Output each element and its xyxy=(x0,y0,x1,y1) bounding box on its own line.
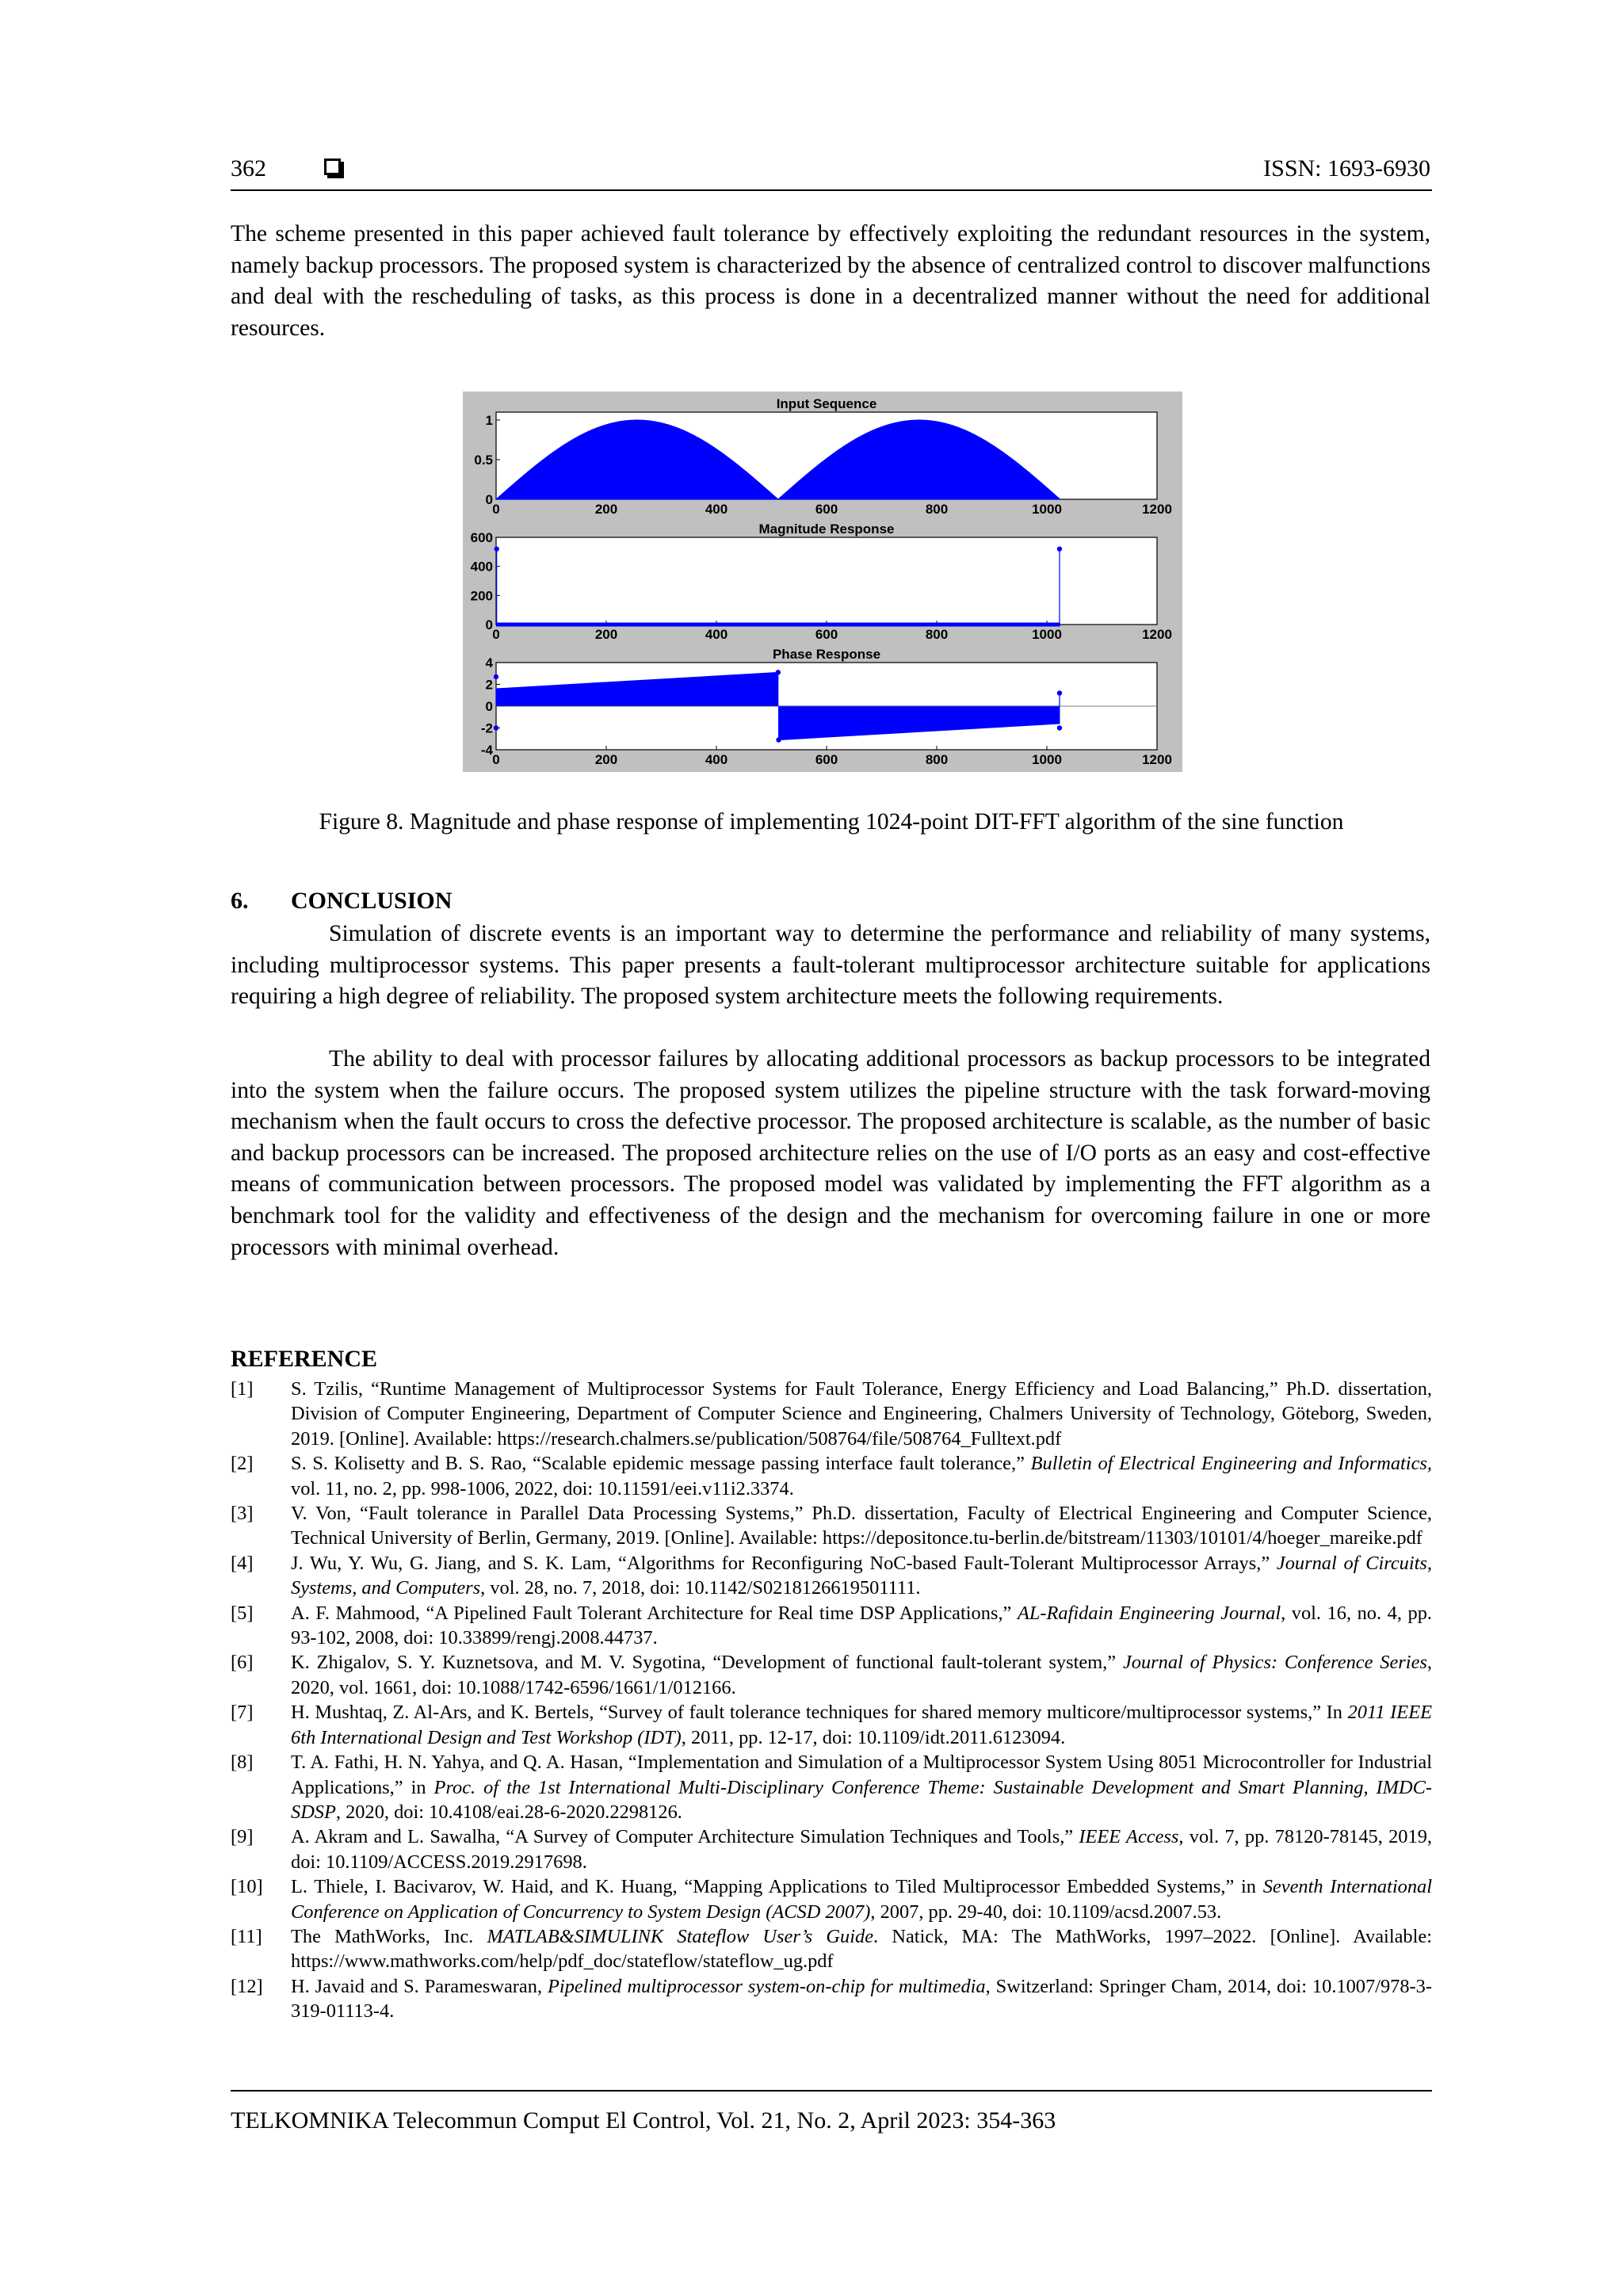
x-tick-label: 800 xyxy=(925,752,949,767)
y-tick-label: -4 xyxy=(480,743,493,758)
magnitude-marker xyxy=(1057,546,1062,551)
y-tick-label: 4 xyxy=(485,655,493,670)
reference-item xyxy=(231,1377,1432,1451)
conclusion-paragraph-2: The ability to deal with processor failures by allocating additional processors as backup processors to be integrated into the system when the failure occurs. The proposed system utilizes the pipeline structure with the task forward-moving mechanism when the fault occurs to cross the defective processor. The proposed architecture is scalable, as the number of basic and backup processors can be increased. The proposed architecture relies on the use of I/O ports as an easy and cost-effective means of communication between processors. The proposed model was validated by implementing the FFT algorithm as a benchmark tool for the validity and effectiveness of the design and the mechanism for overcoming failure in one or more processors with minimal overhead. xyxy=(231,1046,1430,1260)
footer-citation: TELKOMNIKA Telecommun Comput El Control, Vol. 21, No. 2, April 2023: 354-363 xyxy=(231,2107,1056,2134)
x-tick-label: 600 xyxy=(815,627,838,642)
x-tick-label: 1000 xyxy=(1032,627,1062,642)
reference-text: S. Tzilis, “Runtime Management of Multiprocessor Systems for Fault Tolerance, Energy Efficiency and Load Balancing,” Ph.D. dissertation, Division of Computer Engineering, Department of Computer Science and Engineering, Chalmers University of Technology, Göteborg, Sweden, 2019. [Online]. Available: https://research.chalmers.se/publication/508764/file/508764_Fulltext.pdf xyxy=(291,1378,1432,1450)
x-tick-label: 400 xyxy=(705,752,728,767)
reference-item xyxy=(231,1551,1432,1601)
reference-number: [4] xyxy=(231,1552,254,1574)
x-tick-label: 0 xyxy=(492,502,500,517)
reference-text: T. A. Fathi, H. N. Yahya, and Q. A. Hasan, “Implementation and Simulation of a Multiprocessor System Using 8051 Microcontroller for Industrial Applications,” in Proc. of the 1st International Multi-Disciplinary Conference Theme: Sustainable Development and Smart Planning, IMDC-SDSP, 2020, doi: 10.4108/eai.28-6-2020.2298126. xyxy=(291,1752,1432,1823)
reference-text: L. Thiele, I. Bacivarov, W. Haid, and K. Huang, “Mapping Applications to Tiled Multiprocessor Embedded Systems,” in Seventh International Conference on Application of Concurrency to System Design (ACSD 2007), 2007, pp. 29-40, doi: 10.1109/acsd.2007.53. xyxy=(291,1876,1433,1923)
phase-marker xyxy=(494,674,498,679)
reference-number: [10] xyxy=(231,1876,263,1898)
reference-number: [5] xyxy=(231,1602,254,1624)
x-tick-label: 1000 xyxy=(1032,502,1062,517)
y-tick-label: 0.5 xyxy=(474,453,493,468)
x-tick-label: 200 xyxy=(594,502,618,517)
issn: ISSN: 1693-6930 xyxy=(1263,155,1430,181)
page-number: 362 xyxy=(231,155,266,181)
y-tick-label: 0 xyxy=(485,492,493,507)
reference-text: H. Javaid and S. Parameswaran, Pipelined multiprocessor system-on-chip for multimedia, Switzerland: Springer Cham, 2014, doi: 10.1007/978-3-319-01113-4. xyxy=(291,1975,1432,2023)
reference-text: K. Zhigalov, S. Y. Kuznetsova, and M. V. Sygotina, “Development of functional fault-tolerant system,” Journal of Physics: Conference Series, 2020, vol. 1661, doi: 10.1088/1742-6596/1661/1/012166. xyxy=(291,1652,1432,1698)
intro-paragraph: The scheme presented in this paper achieved fault tolerance by effectively exploiting the redundant resources in the system, namely backup processors. The proposed system is characterized by the absence of centralized control to discover malfunctions and deal with the rescheduling of tasks, as this process is done in a decentralized manner without the need for additional resources. xyxy=(231,221,1430,341)
conclusion-paragraph-1: Simulation of discrete events is an important way to determine the performance and reliability of many systems, including multiprocessor systems. This paper presents a fault-tolerant multiprocessor architecture suitable for applications requiring a high degree of reliability. The proposed system architecture meets the following requirements. xyxy=(231,921,1430,1010)
x-tick-label: 1200 xyxy=(1142,752,1172,767)
reference-list xyxy=(231,1377,1432,2024)
x-tick-label: 800 xyxy=(925,627,949,642)
y-tick-label: 0 xyxy=(485,699,493,714)
reference-text: V. Von, “Fault tolerance in Parallel Data Processing Systems,” Ph.D. dissertation, Faculty of Electrical Engineering and Computer Science, Technical University of Berlin, Germany, 2019. [Online]. Available: https://depositonce.tu-berlin.de/bitstream/11303/10101/4/hoeger_mareike.pdf xyxy=(291,1503,1432,1549)
x-tick-label: 600 xyxy=(815,502,838,517)
section-heading xyxy=(231,888,452,915)
y-tick-label: 0 xyxy=(485,617,493,632)
footer-rule xyxy=(231,2090,1432,2092)
x-tick-label: 1200 xyxy=(1142,627,1172,642)
reference-text: A. Akram and L. Sawalha, “A Survey of Computer Architecture Simulation Techniques and Tools,” IEEE Access, vol. 7, pp. 78120-78145, 2019, doi: 10.1109/ACCESS.2019.2917698. xyxy=(291,1826,1432,1873)
y-tick-label: -2 xyxy=(480,720,493,736)
reference-item xyxy=(231,1501,1432,1551)
x-tick-label: 1200 xyxy=(1142,502,1172,517)
reference-item xyxy=(231,1974,1432,2024)
x-tick-label: 1000 xyxy=(1032,752,1062,767)
reference-item xyxy=(231,1650,1432,1700)
x-tick-label: 200 xyxy=(594,627,618,642)
phase-marker xyxy=(1057,725,1062,730)
reference-text: S. S. Kolisetty and B. S. Rao, “Scalable epidemic message passing interface fault tolerance,” Bulletin of Electrical Engineering and Informatics, vol. 11, no. 2, pp. 998-1006, 2022, doi: 10.11591/eei.v11i2.3374. xyxy=(291,1453,1432,1499)
x-tick-label: 0 xyxy=(492,627,500,642)
magnitude-marker xyxy=(494,546,498,551)
y-tick-label: 600 xyxy=(470,530,493,545)
reference-number: [3] xyxy=(231,1503,254,1525)
reference-item xyxy=(231,1451,1432,1501)
reference-text: The MathWorks, Inc. MATLAB&SIMULINK Stateflow User’s Guide. Natick, MA: The MathWorks, 1997–2022. [Online]. Available: https://www.mathworks.com/help/pdf_doc/stateflow/stateflow_ug.pdf xyxy=(291,1925,1433,1973)
reference-number: [9] xyxy=(231,1826,254,1848)
figure-caption: Figure 8. Magnitude and phase response of implementing 1024-point DIT-FFT algorithm of the sine function xyxy=(319,809,1344,835)
x-tick-label: 400 xyxy=(705,627,728,642)
reference-number: [1] xyxy=(231,1378,254,1400)
reference-number: [6] xyxy=(231,1652,254,1674)
chart-title: Magnitude Response xyxy=(758,521,895,537)
reference-number: [2] xyxy=(231,1453,254,1475)
reference-item xyxy=(231,1700,1432,1750)
reference-item xyxy=(231,1874,1432,1924)
reference-number: [7] xyxy=(231,1702,254,1724)
x-tick-label: 800 xyxy=(925,502,949,517)
reference-item xyxy=(231,1924,1432,1974)
reference-text: A. F. Mahmood, “A Pipelined Fault Tolerant Architecture for Real time DSP Applications,” AL-Rafidain Engineering Journal, vol. 16, no. 4, pp. 93-102, 2008, doi: 10.33899/rengj.2008.44737. xyxy=(291,1602,1432,1649)
y-tick-label: 400 xyxy=(470,559,493,575)
x-tick-label: 600 xyxy=(815,752,838,767)
reference-item xyxy=(231,1750,1432,1824)
phase-marker xyxy=(776,737,781,742)
references-heading: REFERENCE xyxy=(231,1346,378,1372)
x-tick-label: 400 xyxy=(705,502,728,517)
phase-marker xyxy=(494,725,498,730)
chart-title: Phase Response xyxy=(772,647,881,662)
reference-item xyxy=(231,1601,1432,1651)
fft-figure xyxy=(463,392,1182,772)
reference-number: [11] xyxy=(231,1925,262,1947)
x-tick-label: 0 xyxy=(492,752,500,767)
reference-text: H. Mushtaq, Z. Al-Ars, and K. Bertels, “Survey of fault tolerance techniques for shared memory multicore/multiprocessor systems,” In 2011 IEEE 6th International Design and Test Workshop (IDT), 2011, pp. 12-17, doi: 10.1109/idt.2011.6123094. xyxy=(291,1702,1433,1748)
reference-item xyxy=(231,1824,1432,1874)
y-tick-label: 2 xyxy=(485,677,493,693)
y-tick-label: 1 xyxy=(485,413,493,428)
reference-number: [8] xyxy=(231,1752,254,1774)
reference-number: [12] xyxy=(231,1975,263,1997)
checkbox-square-icon xyxy=(324,159,341,175)
chart-title: Input Sequence xyxy=(776,396,877,411)
phase-marker xyxy=(776,670,781,674)
section-title: CONCLUSION xyxy=(291,888,453,914)
x-tick-label: 200 xyxy=(594,752,618,767)
reference-text: J. Wu, Y. Wu, G. Jiang, and S. K. Lam, “Algorithms for Reconfiguring NoC-based Fault-Tolerant Multiprocessor Arrays,” Journal of Circuits, Systems, and Computers, vol. 28, no. 7, 2018, doi: 10.1142/S0218126619501111. xyxy=(291,1552,1433,1599)
y-tick-label: 200 xyxy=(470,588,493,604)
section-number: 6. xyxy=(231,888,249,914)
header-rule xyxy=(231,189,1432,191)
